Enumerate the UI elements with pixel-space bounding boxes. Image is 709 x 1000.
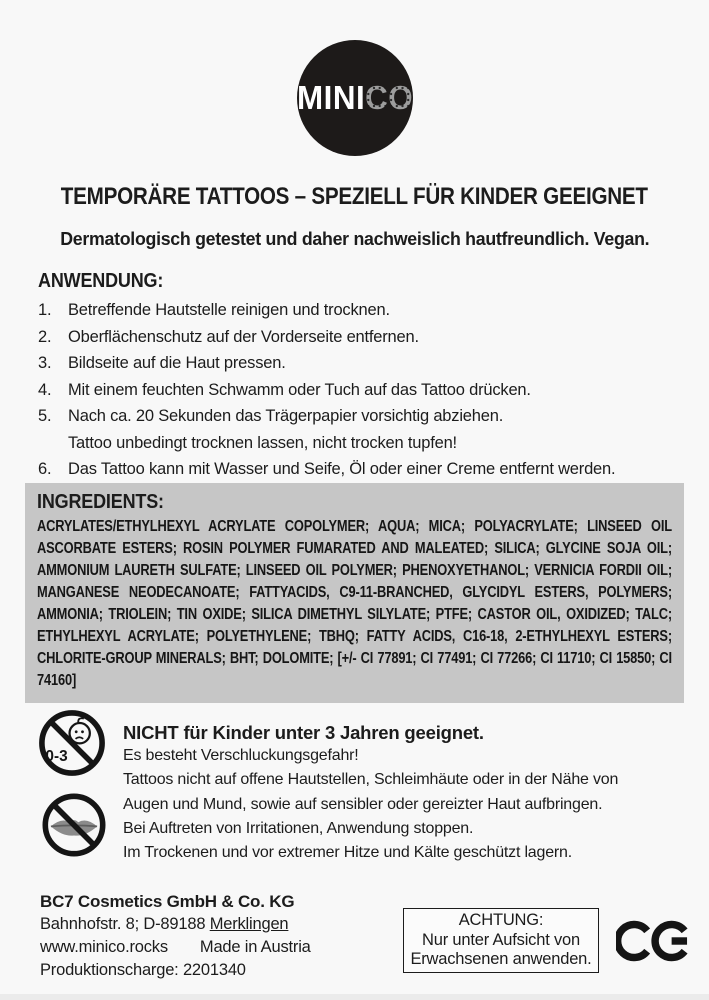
application-warning-line-1: Tattoos nicht auf offene Hautstellen, Schleimhäute oder in der Nähe von: [123, 771, 619, 788]
made-in-label: Made in Austria: [199, 938, 311, 956]
age-range-label: 0-3: [45, 748, 68, 766]
choking-hazard-text: Es besteht Verschluckungsgefahr!: [123, 747, 359, 764]
website-origin-row: [40, 936, 311, 959]
attention-line-2: Nur unter Aufsicht von: [422, 930, 580, 949]
no-children-under-3-icon: [37, 708, 107, 778]
usage-step-2: 2. Oberflächenschutz auf der Vorderseite entfernen.: [38, 327, 419, 346]
brand-logo-co: CO: [365, 79, 414, 116]
product-claim: Dermatologisch getestet und daher nachweislich hautfreundlich. Vegan.: [59, 228, 650, 249]
attention-line-3: Erwachsenen anwenden.: [410, 950, 592, 968]
ingredients-list: ACRYLATES/ETHYLHEXYL ACRYLATE COPOLYMER; AQUA; MICA; POLYACRYLATE; LINSEED OIL ASCORBATE ESTERS; ROSIN POLYMER FUMARATED AND MALEATED; SILICA; GLYCINE SOJA OIL; AMMONIUM LAURETH SULFATE; LINSEED OIL POLYMER; PHENOXYETHANOL; VERNICIA FORDII OIL; MANGANESE NEODECANOATE; FATTYACIDS, C9-11-BRANCHED, GLYCIDYL ESTERS, POLYMERS; AMMONIA; TRIOLEIN; TIN OXIDE; SILICA DIMETHYL SILYLATE; PTFE; CASTOR OIL, OXIDIZED; TALC; ETHYLHEXYL ACRYLATE; POLYETHYLENE; TBHQ; FATTY ACIDS, C16-18, 2-ETHYLHEXYL ESTERS; CHLORITE-GROUP MINERALS; BHT; DOLOMITE; [+/- CI 77891; CI 77491; CI 77266; CI 11710; CI 15850; CI 74160]: [37, 518, 672, 689]
company-address: Bahnhofstr. 8; D-89188 Merklingen: [40, 915, 289, 933]
usage-heading: ANWENDUNG:: [38, 270, 164, 292]
product-title: TEMPORÄRE TATTOOS – SPEZIELL FÜR KINDER GEEIGNET: [60, 183, 649, 210]
application-warning-line-2: Augen und Mund, sowie auf sensibler oder gereizter Haut aufbringen.: [123, 795, 603, 813]
ingredients-box: [25, 483, 684, 703]
city-link[interactable]: Merklingen: [209, 915, 289, 933]
usage-step-1: 1. Betreffende Hautstelle reinigen und trocknen.: [38, 301, 390, 319]
attention-line-1: ACHTUNG:: [458, 911, 544, 929]
brand-logo-text: [297, 79, 413, 117]
usage-step-6: 6. Das Tattoo kann mit Wasser und Seife, Öl oder einer Creme entfernt werden.: [38, 460, 616, 478]
usage-step-4: 4. Mit einem feuchten Schwamm oder Tuch auf das Tattoo drücken.: [38, 380, 531, 399]
application-warning-paragraph: [123, 768, 618, 842]
no-mouth-contact-icon: [39, 790, 109, 860]
age-warning-bold-text: NICHT für Kinder unter 3 Jahren geeignet.: [123, 722, 484, 743]
usage-instructions-section: [38, 270, 689, 483]
storage-instruction-text: Im Trockenen und vor extremer Hitze und Kälte geschützt lagern.: [123, 844, 572, 861]
ce-mark-icon: [616, 916, 692, 966]
website-link[interactable]: www.minico.rocks: [40, 938, 168, 956]
application-warning-line-3: Bei Auftreten von Irritationen, Anwendung stoppen.: [123, 820, 474, 837]
sheet-bottom-edge: [0, 994, 709, 1000]
brand-logo: [297, 40, 413, 156]
brand-logo-mini: MINI: [296, 79, 366, 116]
attention-box: [403, 908, 599, 973]
usage-step-5-continuation: Tattoo unbedingt trocknen lassen, nicht trocken tupfen!: [68, 433, 457, 452]
batch-number: Produktionscharge: 2201340: [40, 961, 246, 979]
company-name: BC7 Cosmetics GmbH & Co. KG: [40, 892, 295, 911]
usage-steps-list: [38, 297, 689, 483]
manufacturer-info-block: [40, 890, 311, 982]
usage-step-5: 5. Nach ca. 20 Sekunden das Trägerpapier vorsichtig abziehen.: [38, 407, 504, 425]
usage-step-3: 3. Bildseite auf die Haut pressen.: [38, 354, 286, 372]
ingredients-heading: INGREDIENTS:: [37, 491, 164, 513]
